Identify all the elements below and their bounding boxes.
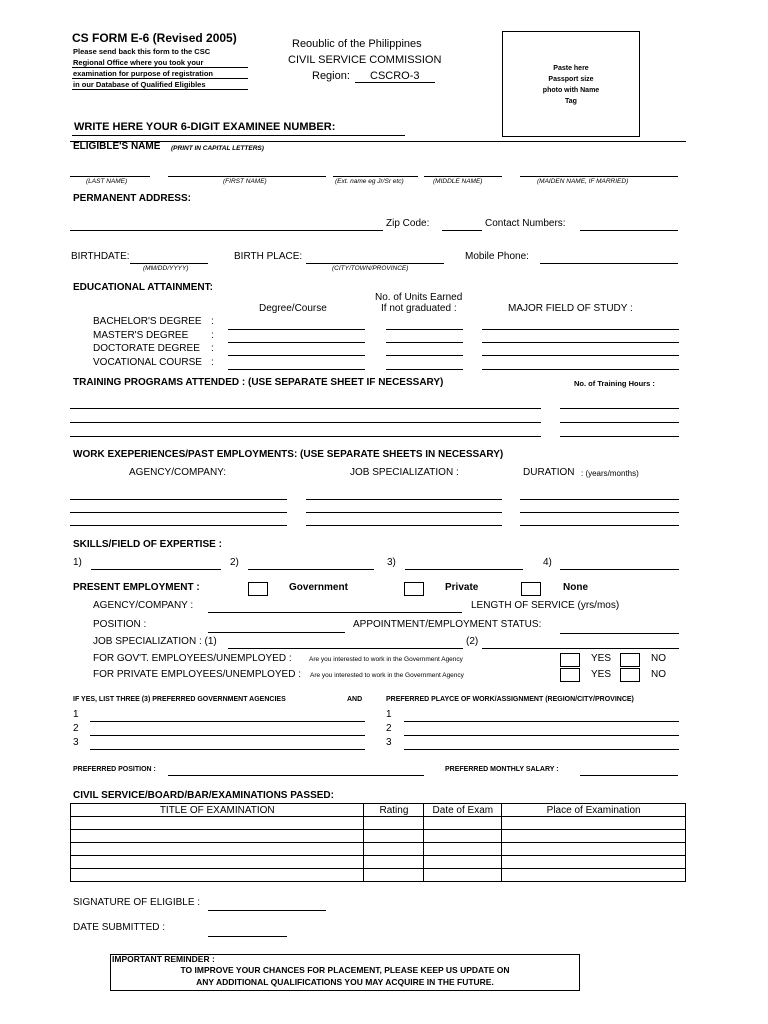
length-service-label: LENGTH OF SERVICE (yrs/mos) <box>471 600 620 611</box>
last-name-field[interactable] <box>70 176 150 177</box>
reminder-title: IMPORTANT REMINDER : <box>112 954 215 964</box>
exams-label: CIVIL SERVICE/BOARD/BAR/EXAMINATIONS PASSED: <box>73 790 334 801</box>
exam-date-cell[interactable] <box>424 869 502 882</box>
training-hours-label: No. of Training Hours : <box>574 379 655 388</box>
position-label: POSITION : <box>93 619 147 630</box>
reminder-line-1: TO IMPROVE YOUR CHANCES FOR PLACEMENT, PLEASE KEEP US UPDATE ON <box>180 965 510 975</box>
work-agency-3[interactable] <box>70 525 287 526</box>
colon: : <box>211 330 214 341</box>
republic-title: Reoublic of the Philippines <box>292 38 422 50</box>
date-submitted-label: DATE SUBMITTED : <box>73 922 166 933</box>
col-agency: AGENCY/COMPANY: <box>129 467 227 478</box>
photo-instructions <box>503 63 639 107</box>
birthplace-label: BIRTH PLACE: <box>234 251 303 262</box>
birthdate-hint: (MM/DD/YYYY) <box>143 265 189 272</box>
private-no-checkbox[interactable] <box>620 668 640 682</box>
exam-rating-cell[interactable] <box>364 843 424 856</box>
region-underline <box>355 82 435 83</box>
agency-num-2: 2 <box>73 723 79 734</box>
photo-line: Paste here <box>553 65 589 72</box>
skill-field-1[interactable] <box>91 569 221 570</box>
form-note-line: Regional Office where you took your <box>73 58 204 67</box>
position-field[interactable] <box>208 632 345 633</box>
photo-line: Passport size <box>548 76 594 83</box>
preferred-place-field-2[interactable] <box>404 735 679 736</box>
signature-field[interactable] <box>208 910 326 911</box>
master-degree-field[interactable] <box>228 342 365 343</box>
form-note <box>73 46 213 90</box>
training-line-1[interactable] <box>70 408 541 409</box>
address-field[interactable] <box>70 230 383 231</box>
date-submitted-field[interactable] <box>208 936 287 937</box>
table-row <box>71 817 686 830</box>
private-employees-label: FOR PRIVATE EMPLOYEES/UNEMPLOYED : <box>93 669 302 680</box>
master-label: MASTER'S DEGREE <box>93 330 189 341</box>
region-value: CSCRO-3 <box>370 70 420 82</box>
bachelor-label: BACHELOR'S DEGREE <box>93 316 202 327</box>
header-place-of-examination: Place of Examination <box>502 804 686 817</box>
exam-place-cell[interactable] <box>502 869 686 882</box>
work-label: WORK EXEPERIENCES/PAST EMPLOYMENTS: (USE SEPARATE SHEETS IN NECESSARY) <box>73 449 504 460</box>
agency-company-field[interactable] <box>208 612 462 613</box>
preferred-agency-field-3[interactable] <box>90 749 365 750</box>
section-divider <box>70 141 686 142</box>
govt-no-label: NO <box>651 653 666 664</box>
training-label: TRAINING PROGRAMS ATTENDED : (USE SEPARATE SHEET IF NECESSARY) <box>73 377 444 388</box>
preferred-salary-field[interactable] <box>580 775 678 776</box>
bachelor-units-field[interactable] <box>386 329 463 330</box>
eligible-name-label: ELIGIBLE'S NAME <box>73 141 161 152</box>
education-label: EDUCATIONAL ATTAINMENT: <box>73 282 213 293</box>
header-date-of-exam: Date of Exam <box>424 804 502 817</box>
region-label: Region: <box>312 70 350 82</box>
doctorate-degree-field[interactable] <box>228 355 365 356</box>
job-specialization-2-label: (2) <box>466 636 479 647</box>
place-num-3: 3 <box>386 737 392 748</box>
employment-status-field[interactable] <box>560 633 679 634</box>
exam-date-cell[interactable] <box>424 856 502 869</box>
work-job-3[interactable] <box>306 525 502 526</box>
private-interest-question: Are you interested to work in the Government Agency <box>310 672 464 679</box>
private-no-label: NO <box>651 669 666 680</box>
photo-box[interactable] <box>502 31 640 137</box>
job-specialization-field-2[interactable] <box>482 648 679 649</box>
doctorate-units-field[interactable] <box>386 355 463 356</box>
examinee-number-label: WRITE HERE YOUR 6-DIGIT EXAMINEE NUMBER: <box>74 121 336 133</box>
training-hours-3[interactable] <box>560 436 679 437</box>
training-line-2[interactable] <box>70 422 541 423</box>
contact-label: Contact Numbers: <box>485 218 566 229</box>
commission-title: CIVIL SERVICE COMMISSION <box>288 54 442 66</box>
doctorate-label: DOCTORATE DEGREE <box>93 343 200 354</box>
agency-num-3: 3 <box>73 737 79 748</box>
mobile-label: Mobile Phone: <box>465 251 529 262</box>
exam-rating-cell[interactable] <box>364 869 424 882</box>
maiden-name-hint: (MAIDEN NAME, IF MARRIED) <box>537 178 629 185</box>
ext-name-hint: (Ext. name eg Jr/Sr etc) <box>335 178 404 185</box>
skill-field-3[interactable] <box>405 569 523 570</box>
note-underline <box>72 78 248 79</box>
govt-yes-checkbox[interactable] <box>560 653 580 667</box>
exam-date-cell[interactable] <box>424 843 502 856</box>
skills-label: SKILLS/FIELD OF EXPERTISE : <box>73 539 222 550</box>
exam-place-cell[interactable] <box>502 817 686 830</box>
exams-table <box>70 803 686 882</box>
colon: : <box>211 343 214 354</box>
government-option: Government <box>289 582 348 593</box>
birthdate-field[interactable] <box>130 263 208 264</box>
birthplace-hint: (CITY/TOWN/PROVINCE) <box>332 265 409 272</box>
government-checkbox[interactable] <box>248 582 268 596</box>
ext-name-field[interactable] <box>333 176 418 177</box>
exam-title-cell[interactable] <box>71 843 364 856</box>
private-yes-label: YES <box>591 669 612 680</box>
form-note-line: in our Database of Qualified Eligibles <box>73 80 206 89</box>
master-units-field[interactable] <box>386 342 463 343</box>
header-rating: Rating <box>364 804 424 817</box>
exam-title-cell[interactable] <box>71 856 364 869</box>
private-yes-checkbox[interactable] <box>560 668 580 682</box>
work-duration-3[interactable] <box>520 525 679 526</box>
middle-name-field[interactable] <box>424 176 502 177</box>
master-major-field[interactable] <box>482 342 679 343</box>
work-job-1[interactable] <box>306 499 502 500</box>
exam-date-cell[interactable] <box>424 830 502 843</box>
preferred-position-field[interactable] <box>168 775 424 776</box>
note-underline <box>72 89 248 90</box>
preferred-position-label: PREFERRED POSITION : <box>73 766 156 773</box>
contact-field[interactable] <box>580 230 678 231</box>
last-name-hint: (LAST NAME) <box>86 178 128 185</box>
mobile-field[interactable] <box>540 263 678 264</box>
work-duration-1[interactable] <box>520 499 679 500</box>
note-underline <box>72 67 248 68</box>
preferred-agencies-label: IF YES, LIST THREE (3) PREFERRED GOVERNMENT AGENCIES <box>73 696 286 703</box>
training-hours-2[interactable] <box>560 422 679 423</box>
signature-label: SIGNATURE OF ELIGIBLE : <box>73 897 201 908</box>
form-code: CS FORM E-6 (Revised 2005) <box>72 31 237 45</box>
form-note-line: Please send back this form to the CSC <box>73 47 211 56</box>
header-title-of-examination: TITLE OF EXAMINATION <box>71 804 364 817</box>
govt-interest-question: Are you interested to work in the Government Agency <box>309 656 463 663</box>
photo-line: Tag <box>565 98 577 105</box>
birthdate-label: BIRTHDATE: <box>71 251 130 262</box>
col-units-1: No. of Units Earned <box>375 292 463 303</box>
important-reminder-box <box>110 954 580 991</box>
place-num-2: 2 <box>386 723 392 734</box>
preferred-agency-field-2[interactable] <box>90 735 365 736</box>
agency-company-label: AGENCY/COMPANY : <box>93 600 194 611</box>
colon: : <box>211 316 214 327</box>
govt-no-checkbox[interactable] <box>620 653 640 667</box>
vocational-degree-field[interactable] <box>228 369 365 370</box>
exam-place-cell[interactable] <box>502 830 686 843</box>
preferred-agency-field-1[interactable] <box>90 721 365 722</box>
first-name-field[interactable] <box>168 176 326 177</box>
col-duration: DURATION <box>523 467 575 478</box>
table-row <box>71 856 686 869</box>
colon: : <box>211 357 214 368</box>
employment-status-label: APPOINTMENT/EMPLOYMENT STATUS: <box>353 619 542 630</box>
exam-title-cell[interactable] <box>71 817 364 830</box>
photo-line: photo with Name <box>542 87 600 94</box>
reminder-line-2: ANY ADDITIONAL QUALIFICATIONS YOU MAY ACQUIRE IN THE FUTURE. <box>196 977 494 987</box>
eligible-name-hint: (PRINT IN CAPITAL LETTERS) <box>171 145 264 152</box>
agency-num-1: 1 <box>73 709 79 720</box>
col-major: MAJOR FIELD OF STUDY : <box>508 303 633 314</box>
skill-field-4[interactable] <box>560 569 679 570</box>
exam-place-cell[interactable] <box>502 856 686 869</box>
duration-hint: : (years/months) <box>581 469 639 478</box>
present-employment-label: PRESENT EMPLOYMENT : <box>73 582 200 593</box>
table-row <box>71 830 686 843</box>
training-hours-1[interactable] <box>560 408 679 409</box>
none-checkbox[interactable] <box>521 582 541 596</box>
zip-label: Zip Code: <box>386 218 430 229</box>
training-line-3[interactable] <box>70 436 541 437</box>
job-specialization-label: JOB SPECIALIZATION : (1) <box>93 636 217 647</box>
exam-rating-cell[interactable] <box>364 830 424 843</box>
private-checkbox[interactable] <box>404 582 424 596</box>
skill-field-2[interactable] <box>248 569 374 570</box>
skill-num-4: 4) <box>543 557 552 568</box>
job-specialization-field-1[interactable] <box>228 648 463 649</box>
first-name-hint: (FIRST NAME) <box>223 178 267 185</box>
exam-rating-cell[interactable] <box>364 817 424 830</box>
vocational-units-field[interactable] <box>386 369 463 370</box>
bachelor-major-field[interactable] <box>482 329 679 330</box>
govt-employees-label: FOR GOV'T. EMPLOYEES/UNEMPLOYED : <box>93 653 292 664</box>
skill-num-1: 1) <box>73 557 82 568</box>
private-option: Private <box>445 582 479 593</box>
exam-date-cell[interactable] <box>424 817 502 830</box>
col-job: JOB SPECIALIZATION : <box>350 467 459 478</box>
work-agency-2[interactable] <box>70 512 287 513</box>
exam-rating-cell[interactable] <box>364 856 424 869</box>
exam-title-cell[interactable] <box>71 869 364 882</box>
exam-title-cell[interactable] <box>71 830 364 843</box>
birthplace-field[interactable] <box>306 263 444 264</box>
middle-name-hint: (MIDDLE NAME) <box>433 178 483 185</box>
form-note-line: examination for purpose of registration <box>73 69 214 78</box>
table-header-row <box>71 804 686 817</box>
exam-place-cell[interactable] <box>502 843 686 856</box>
col-units-2: If not graduated : <box>381 303 457 314</box>
table-row <box>71 869 686 882</box>
work-agency-1[interactable] <box>70 499 287 500</box>
table-row <box>71 843 686 856</box>
work-duration-2[interactable] <box>520 512 679 513</box>
skill-num-2: 2) <box>230 557 239 568</box>
col-degree: Degree/Course <box>259 303 327 314</box>
skill-num-3: 3) <box>387 557 396 568</box>
examinee-number-field[interactable] <box>72 135 405 136</box>
vocational-major-field[interactable] <box>482 369 679 370</box>
preferred-salary-label: PREFERRED MONTHLY SALARY : <box>445 766 559 773</box>
and-label: AND <box>347 696 363 703</box>
preferred-place-field-1[interactable] <box>404 721 679 722</box>
zip-field[interactable] <box>442 230 482 231</box>
govt-yes-label: YES <box>591 653 612 664</box>
none-option: None <box>563 582 588 593</box>
preferred-place-field-3[interactable] <box>404 749 679 750</box>
bachelor-degree-field[interactable] <box>228 329 365 330</box>
vocational-label: VOCATIONAL COURSE <box>93 357 202 368</box>
place-num-1: 1 <box>386 709 392 720</box>
doctorate-major-field[interactable] <box>482 355 679 356</box>
maiden-name-field[interactable] <box>520 176 678 177</box>
preferred-place-label: PREFERRED PLAYCE OF WORK/ASSIGNMENT (REGION/CITY/PROVINCE) <box>386 696 634 703</box>
work-job-2[interactable] <box>306 512 502 513</box>
address-label: PERMANENT ADDRESS: <box>73 193 191 204</box>
